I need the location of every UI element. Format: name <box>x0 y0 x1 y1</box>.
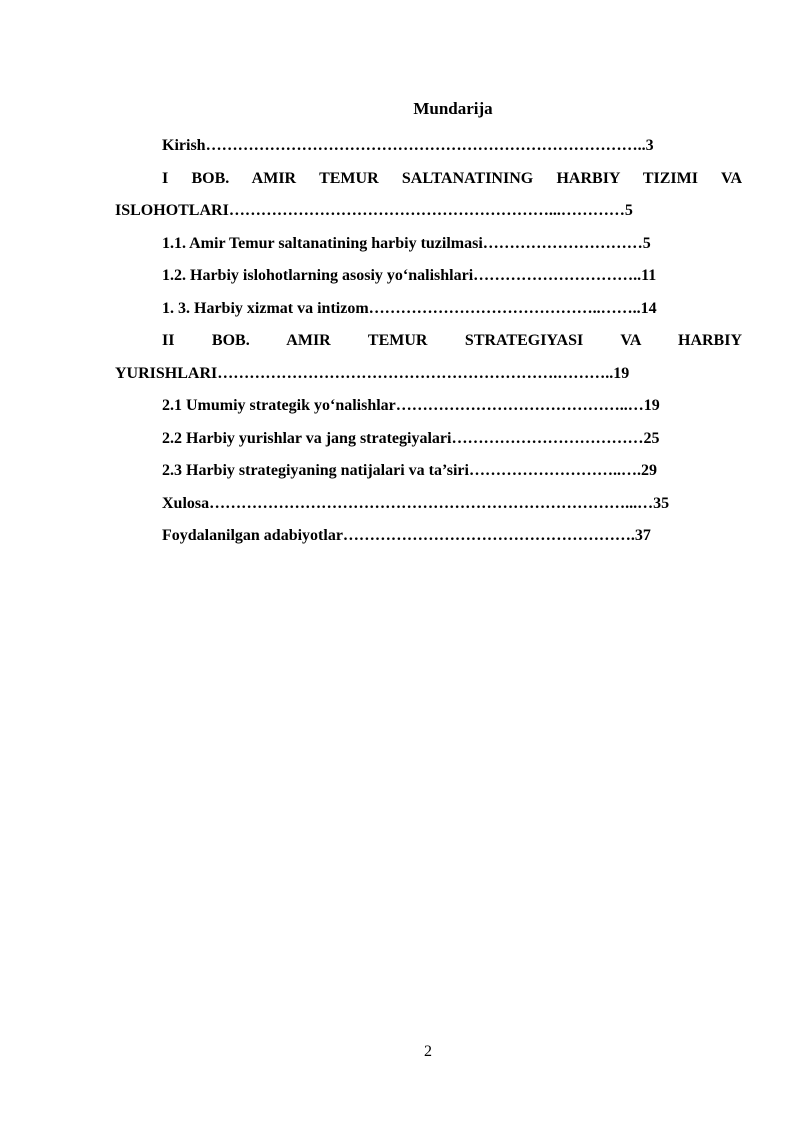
toc-heading: Mundarija <box>413 99 493 118</box>
toc-entry-chapter-1-title-cont: ISLOHOTLARI……………………………………………………...…………5 <box>115 202 633 219</box>
table-of-contents <box>115 130 742 553</box>
toc-entry-chapter-2-title-cont: YURISHLARI……………………………………………………….………..19 <box>115 364 630 382</box>
toc-entry-section-1-2: 1.2. Harbiy islohotlarning asosiy yo‘nalishlari…………………………..11 <box>162 267 657 284</box>
toc-entry-section-2-3: 2.3 Harbiy strategiyaning natijalari va ta’siri………………………..….29 <box>162 462 657 479</box>
toc-entry-kirish: Kirish………………………………………………………………………..3 <box>162 137 654 154</box>
toc-entry-references: Foydalanilgan adabiyotlar……………………………………………….37 <box>162 527 651 544</box>
page-number: 2 <box>424 1043 432 1060</box>
toc-entry-chapter-1-title: I BOB. AMIR TEMUR SALTANATINING HARBIY TIZIMI VA <box>162 169 742 187</box>
toc-entry-section-2-1: 2.1 Umumiy strategik yo‘nalishlar……………………………………..…19 <box>162 397 660 414</box>
toc-entry-section-1-3: 1. 3. Harbiy xizmat va intizom……………………………………..……..14 <box>162 299 657 317</box>
toc-entry-chapter-2-title: II BOB. AMIR TEMUR STRATEGIYASI VA HARBIY <box>162 332 742 349</box>
toc-entry-xulosa: Xulosa……………………………………………………………………...…35 <box>162 494 670 512</box>
toc-entry-section-2-2: 2.2 Harbiy yurishlar va jang strategiyalari………………………………25 <box>162 429 660 447</box>
toc-entry-section-1-1: 1.1. Amir Temur saltanatining harbiy tuzilmasi…………………………5 <box>162 234 651 252</box>
